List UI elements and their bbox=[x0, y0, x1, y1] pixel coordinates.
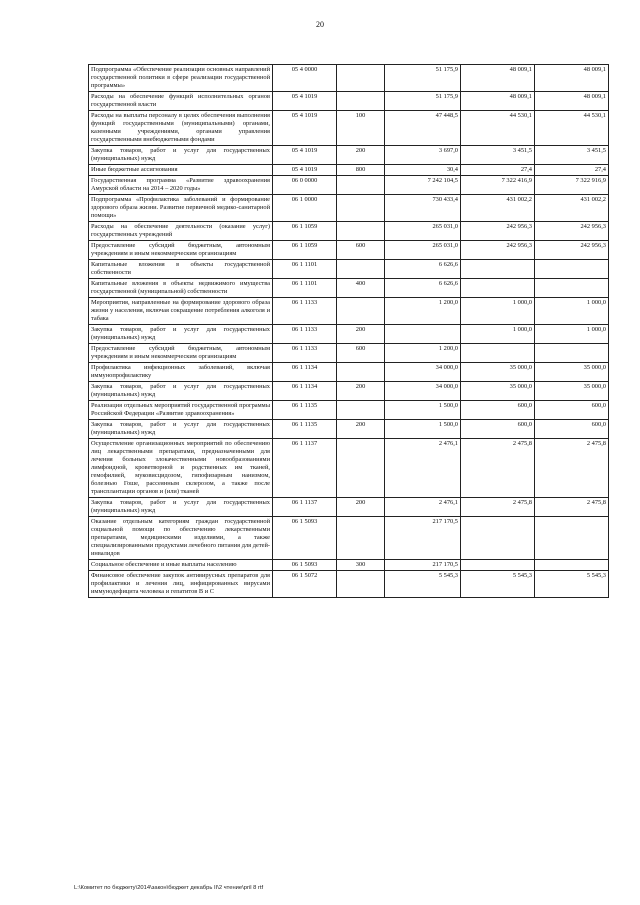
budget-table-container bbox=[88, 64, 608, 598]
expense-type-cell: 800 bbox=[337, 165, 385, 176]
row-name-cell: Закупка товаров, работ и услуг для государственных (муниципальных) нужд bbox=[89, 420, 273, 439]
amount-cell-1: 1 500,0 bbox=[385, 420, 461, 439]
expense-type-cell bbox=[337, 65, 385, 92]
table-row bbox=[89, 363, 609, 382]
amount-cell-3: 242 956,3 bbox=[535, 241, 609, 260]
table-row bbox=[89, 260, 609, 279]
amount-cell-2: 1 000,0 bbox=[461, 298, 535, 325]
target-article-cell: 06 1 1101 bbox=[273, 260, 337, 279]
row-name-cell: Закупка товаров, работ и услуг для государственных (муниципальных) нужд bbox=[89, 498, 273, 517]
target-article-cell: 06 1 1101 bbox=[273, 279, 337, 298]
amount-cell-2: 7 322 416,9 bbox=[461, 176, 535, 195]
table-row bbox=[89, 241, 609, 260]
expense-type-cell bbox=[337, 195, 385, 222]
amount-cell-1 bbox=[385, 325, 461, 344]
table-row bbox=[89, 176, 609, 195]
amount-cell-3: 35 000,0 bbox=[535, 382, 609, 401]
target-article-cell: 05 4 1019 bbox=[273, 146, 337, 165]
expense-type-cell: 100 bbox=[337, 111, 385, 146]
amount-cell-3: 2 475,8 bbox=[535, 439, 609, 498]
expense-type-cell bbox=[337, 401, 385, 420]
footer-file-path: L:\Комитет по бюджету\2014\закон\бюджет декабрь II\2 чтение\pril 8 rtf bbox=[74, 885, 264, 891]
expense-type-cell bbox=[337, 363, 385, 382]
table-row bbox=[89, 571, 609, 598]
amount-cell-1: 51 175,9 bbox=[385, 65, 461, 92]
expense-type-cell bbox=[337, 176, 385, 195]
table-row bbox=[89, 517, 609, 560]
target-article-cell: 05 4 1019 bbox=[273, 92, 337, 111]
amount-cell-3: 27,4 bbox=[535, 165, 609, 176]
amount-cell-3: 5 545,3 bbox=[535, 571, 609, 598]
target-article-cell: 06 1 1059 bbox=[273, 222, 337, 241]
amount-cell-2: 27,4 bbox=[461, 165, 535, 176]
expense-type-cell: 400 bbox=[337, 279, 385, 298]
table-row bbox=[89, 439, 609, 498]
expense-type-cell bbox=[337, 260, 385, 279]
target-article-cell: 06 1 1059 bbox=[273, 241, 337, 260]
amount-cell-2: 3 451,5 bbox=[461, 146, 535, 165]
amount-cell-3: 44 530,1 bbox=[535, 111, 609, 146]
row-name-cell: Иные бюджетные ассигнования bbox=[89, 165, 273, 176]
row-name-cell: Закупка товаров, работ и услуг для государственных (муниципальных) нужд bbox=[89, 325, 273, 344]
expense-type-cell bbox=[337, 571, 385, 598]
row-name-cell: Подпрограмма «Обеспечение реализации основных направлений государственной политики в сфере реализации государственной программы» bbox=[89, 65, 273, 92]
amount-cell-2: 242 956,3 bbox=[461, 241, 535, 260]
amount-cell-2: 431 002,2 bbox=[461, 195, 535, 222]
expense-type-cell bbox=[337, 222, 385, 241]
row-name-cell: Предоставление субсидий бюджетным, автономным учреждениям и иным некоммерческим организациям bbox=[89, 344, 273, 363]
amount-cell-2: 242 956,3 bbox=[461, 222, 535, 241]
table-row bbox=[89, 401, 609, 420]
row-name-cell: Расходы на обеспечение деятельности (оказание услуг) государственных учреждений bbox=[89, 222, 273, 241]
row-name-cell: Закупка товаров, работ и услуг для государственных (муниципальных) нужд bbox=[89, 382, 273, 401]
row-name-cell: Подпрограмма «Профилактика заболеваний и формирование здорового образа жизни. Развитие первичной медико-санитарной помощи» bbox=[89, 195, 273, 222]
amount-cell-1: 217 170,5 bbox=[385, 517, 461, 560]
amount-cell-1: 265 031,0 bbox=[385, 222, 461, 241]
expense-type-cell: 300 bbox=[337, 560, 385, 571]
amount-cell-3 bbox=[535, 260, 609, 279]
table-row bbox=[89, 146, 609, 165]
amount-cell-1: 1 200,0 bbox=[385, 298, 461, 325]
table-row bbox=[89, 65, 609, 92]
target-article-cell: 06 1 1133 bbox=[273, 298, 337, 325]
budget-table-body bbox=[89, 65, 609, 598]
table-row bbox=[89, 420, 609, 439]
target-article-cell: 06 0 0000 bbox=[273, 176, 337, 195]
amount-cell-3: 48 009,1 bbox=[535, 92, 609, 111]
amount-cell-2: 600,0 bbox=[461, 420, 535, 439]
table-row bbox=[89, 92, 609, 111]
target-article-cell: 06 1 1135 bbox=[273, 420, 337, 439]
row-name-cell: Социальное обеспечение и иные выплаты населению bbox=[89, 560, 273, 571]
target-article-cell: 06 1 1134 bbox=[273, 363, 337, 382]
amount-cell-3 bbox=[535, 517, 609, 560]
amount-cell-3: 3 451,5 bbox=[535, 146, 609, 165]
expense-type-cell: 200 bbox=[337, 498, 385, 517]
row-name-cell: Реализация отдельных мероприятий государственной программы Российской Федерации «Развитие здравоохранения» bbox=[89, 401, 273, 420]
table-row bbox=[89, 165, 609, 176]
amount-cell-2: 35 000,0 bbox=[461, 382, 535, 401]
amount-cell-2 bbox=[461, 344, 535, 363]
target-article-cell: 06 1 1133 bbox=[273, 325, 337, 344]
amount-cell-2 bbox=[461, 260, 535, 279]
amount-cell-1: 730 433,4 bbox=[385, 195, 461, 222]
target-article-cell: 06 1 1134 bbox=[273, 382, 337, 401]
table-row bbox=[89, 382, 609, 401]
row-name-cell: Расходы на обеспечение функций исполнительных органов государственной власти bbox=[89, 92, 273, 111]
amount-cell-2: 48 009,1 bbox=[461, 65, 535, 92]
amount-cell-2 bbox=[461, 279, 535, 298]
expense-type-cell bbox=[337, 298, 385, 325]
amount-cell-3: 600,0 bbox=[535, 420, 609, 439]
expense-type-cell: 200 bbox=[337, 325, 385, 344]
amount-cell-1: 3 697,0 bbox=[385, 146, 461, 165]
amount-cell-1: 30,4 bbox=[385, 165, 461, 176]
expense-type-cell: 200 bbox=[337, 146, 385, 165]
amount-cell-1: 5 545,3 bbox=[385, 571, 461, 598]
amount-cell-1: 47 448,5 bbox=[385, 111, 461, 146]
table-row bbox=[89, 222, 609, 241]
row-name-cell: Государственная программа «Развитие здравоохранения Амурской области на 2014 – 2020 годы» bbox=[89, 176, 273, 195]
row-name-cell: Финансовое обеспечение закупок антивирусных препаратов для профилактики и лечения лиц, инфицированных вирусами иммунодефицита человека и гепатитов В и С bbox=[89, 571, 273, 598]
amount-cell-3: 1 000,0 bbox=[535, 325, 609, 344]
amount-cell-3: 1 000,0 bbox=[535, 298, 609, 325]
row-name-cell: Оказание отдельным категориям граждан государственной социальной помощи по обеспечению лекарственными препаратами, медицинскими изделиями, а также специализированными продуктами лечебного питания для детей-инвалидов bbox=[89, 517, 273, 560]
amount-cell-3: 7 322 916,9 bbox=[535, 176, 609, 195]
expense-type-cell bbox=[337, 92, 385, 111]
target-article-cell: 06 1 5072 bbox=[273, 571, 337, 598]
amount-cell-1: 217 170,5 bbox=[385, 560, 461, 571]
amount-cell-3: 242 956,3 bbox=[535, 222, 609, 241]
row-name-cell: Капитальные вложения в объекты недвижимого имущества государственной (муниципальной) собственности bbox=[89, 279, 273, 298]
amount-cell-3 bbox=[535, 279, 609, 298]
amount-cell-2: 2 475,8 bbox=[461, 498, 535, 517]
target-article-cell: 05 4 1019 bbox=[273, 111, 337, 146]
amount-cell-3: 431 002,2 bbox=[535, 195, 609, 222]
amount-cell-2: 5 545,3 bbox=[461, 571, 535, 598]
page-number: 20 bbox=[316, 20, 324, 29]
table-row bbox=[89, 325, 609, 344]
amount-cell-2: 48 009,1 bbox=[461, 92, 535, 111]
amount-cell-2: 44 530,1 bbox=[461, 111, 535, 146]
target-article-cell: 05 4 0000 bbox=[273, 65, 337, 92]
target-article-cell: 06 1 5093 bbox=[273, 560, 337, 571]
table-row bbox=[89, 279, 609, 298]
target-article-cell: 06 1 5093 bbox=[273, 517, 337, 560]
amount-cell-1: 6 626,6 bbox=[385, 260, 461, 279]
amount-cell-2: 2 475,8 bbox=[461, 439, 535, 498]
amount-cell-1: 34 000,0 bbox=[385, 382, 461, 401]
amount-cell-3: 600,0 bbox=[535, 401, 609, 420]
amount-cell-1: 2 476,1 bbox=[385, 498, 461, 517]
table-row bbox=[89, 195, 609, 222]
amount-cell-2 bbox=[461, 560, 535, 571]
row-name-cell: Закупка товаров, работ и услуг для государственных (муниципальных) нужд bbox=[89, 146, 273, 165]
row-name-cell: Мероприятия, направленные на формирование здорового образа жизни у населения, включая сокращение потребления алкоголя и табака bbox=[89, 298, 273, 325]
amount-cell-1: 1 500,0 bbox=[385, 401, 461, 420]
budget-table bbox=[88, 64, 609, 598]
expense-type-cell: 600 bbox=[337, 241, 385, 260]
target-article-cell: 05 4 1019 bbox=[273, 165, 337, 176]
table-row bbox=[89, 498, 609, 517]
amount-cell-3: 48 009,1 bbox=[535, 65, 609, 92]
amount-cell-1: 265 031,0 bbox=[385, 241, 461, 260]
amount-cell-3: 35 000,0 bbox=[535, 363, 609, 382]
row-name-cell: Расходы на выплаты персоналу в целях обеспечения выполнения функций государственными (муниципальными) органами, казенными учреждениями, органами управления государственными внебюджетными фондами bbox=[89, 111, 273, 146]
target-article-cell: 06 1 1137 bbox=[273, 439, 337, 498]
amount-cell-1: 1 200,0 bbox=[385, 344, 461, 363]
amount-cell-2: 1 000,0 bbox=[461, 325, 535, 344]
target-article-cell: 06 1 0000 bbox=[273, 195, 337, 222]
expense-type-cell: 600 bbox=[337, 344, 385, 363]
amount-cell-3 bbox=[535, 344, 609, 363]
table-row bbox=[89, 111, 609, 146]
amount-cell-3: 2 475,8 bbox=[535, 498, 609, 517]
expense-type-cell: 200 bbox=[337, 382, 385, 401]
target-article-cell: 06 1 1133 bbox=[273, 344, 337, 363]
amount-cell-1: 7 242 104,5 bbox=[385, 176, 461, 195]
target-article-cell: 06 1 1137 bbox=[273, 498, 337, 517]
expense-type-cell bbox=[337, 517, 385, 560]
row-name-cell: Предоставление субсидий бюджетным, автономным учреждениям и иным некоммерческим организациям bbox=[89, 241, 273, 260]
amount-cell-2: 600,0 bbox=[461, 401, 535, 420]
row-name-cell: Профилактика инфекционных заболеваний, включая иммунопрофилактику bbox=[89, 363, 273, 382]
amount-cell-1: 34 000,0 bbox=[385, 363, 461, 382]
target-article-cell: 06 1 1135 bbox=[273, 401, 337, 420]
amount-cell-3 bbox=[535, 560, 609, 571]
expense-type-cell: 200 bbox=[337, 420, 385, 439]
table-row bbox=[89, 298, 609, 325]
row-name-cell: Осуществление организационных мероприятий по обеспечению лиц лекарственными препаратами, предназначенными для лечения больных злокачественными новообразованиями лимфоидной, кроветворной и родственных им тканей, гемофилией, муковисцидозом, гипофизарным нанизмом, болезнью Гоше, рассеянным склерозом, а также после трансплантации органов и (или) тканей bbox=[89, 439, 273, 498]
expense-type-cell bbox=[337, 439, 385, 498]
amount-cell-2 bbox=[461, 517, 535, 560]
amount-cell-1: 6 626,6 bbox=[385, 279, 461, 298]
amount-cell-2: 35 000,0 bbox=[461, 363, 535, 382]
row-name-cell: Капитальные вложения в объекты государственной собственности bbox=[89, 260, 273, 279]
amount-cell-1: 51 175,9 bbox=[385, 92, 461, 111]
table-row bbox=[89, 560, 609, 571]
amount-cell-1: 2 476,1 bbox=[385, 439, 461, 498]
table-row bbox=[89, 344, 609, 363]
